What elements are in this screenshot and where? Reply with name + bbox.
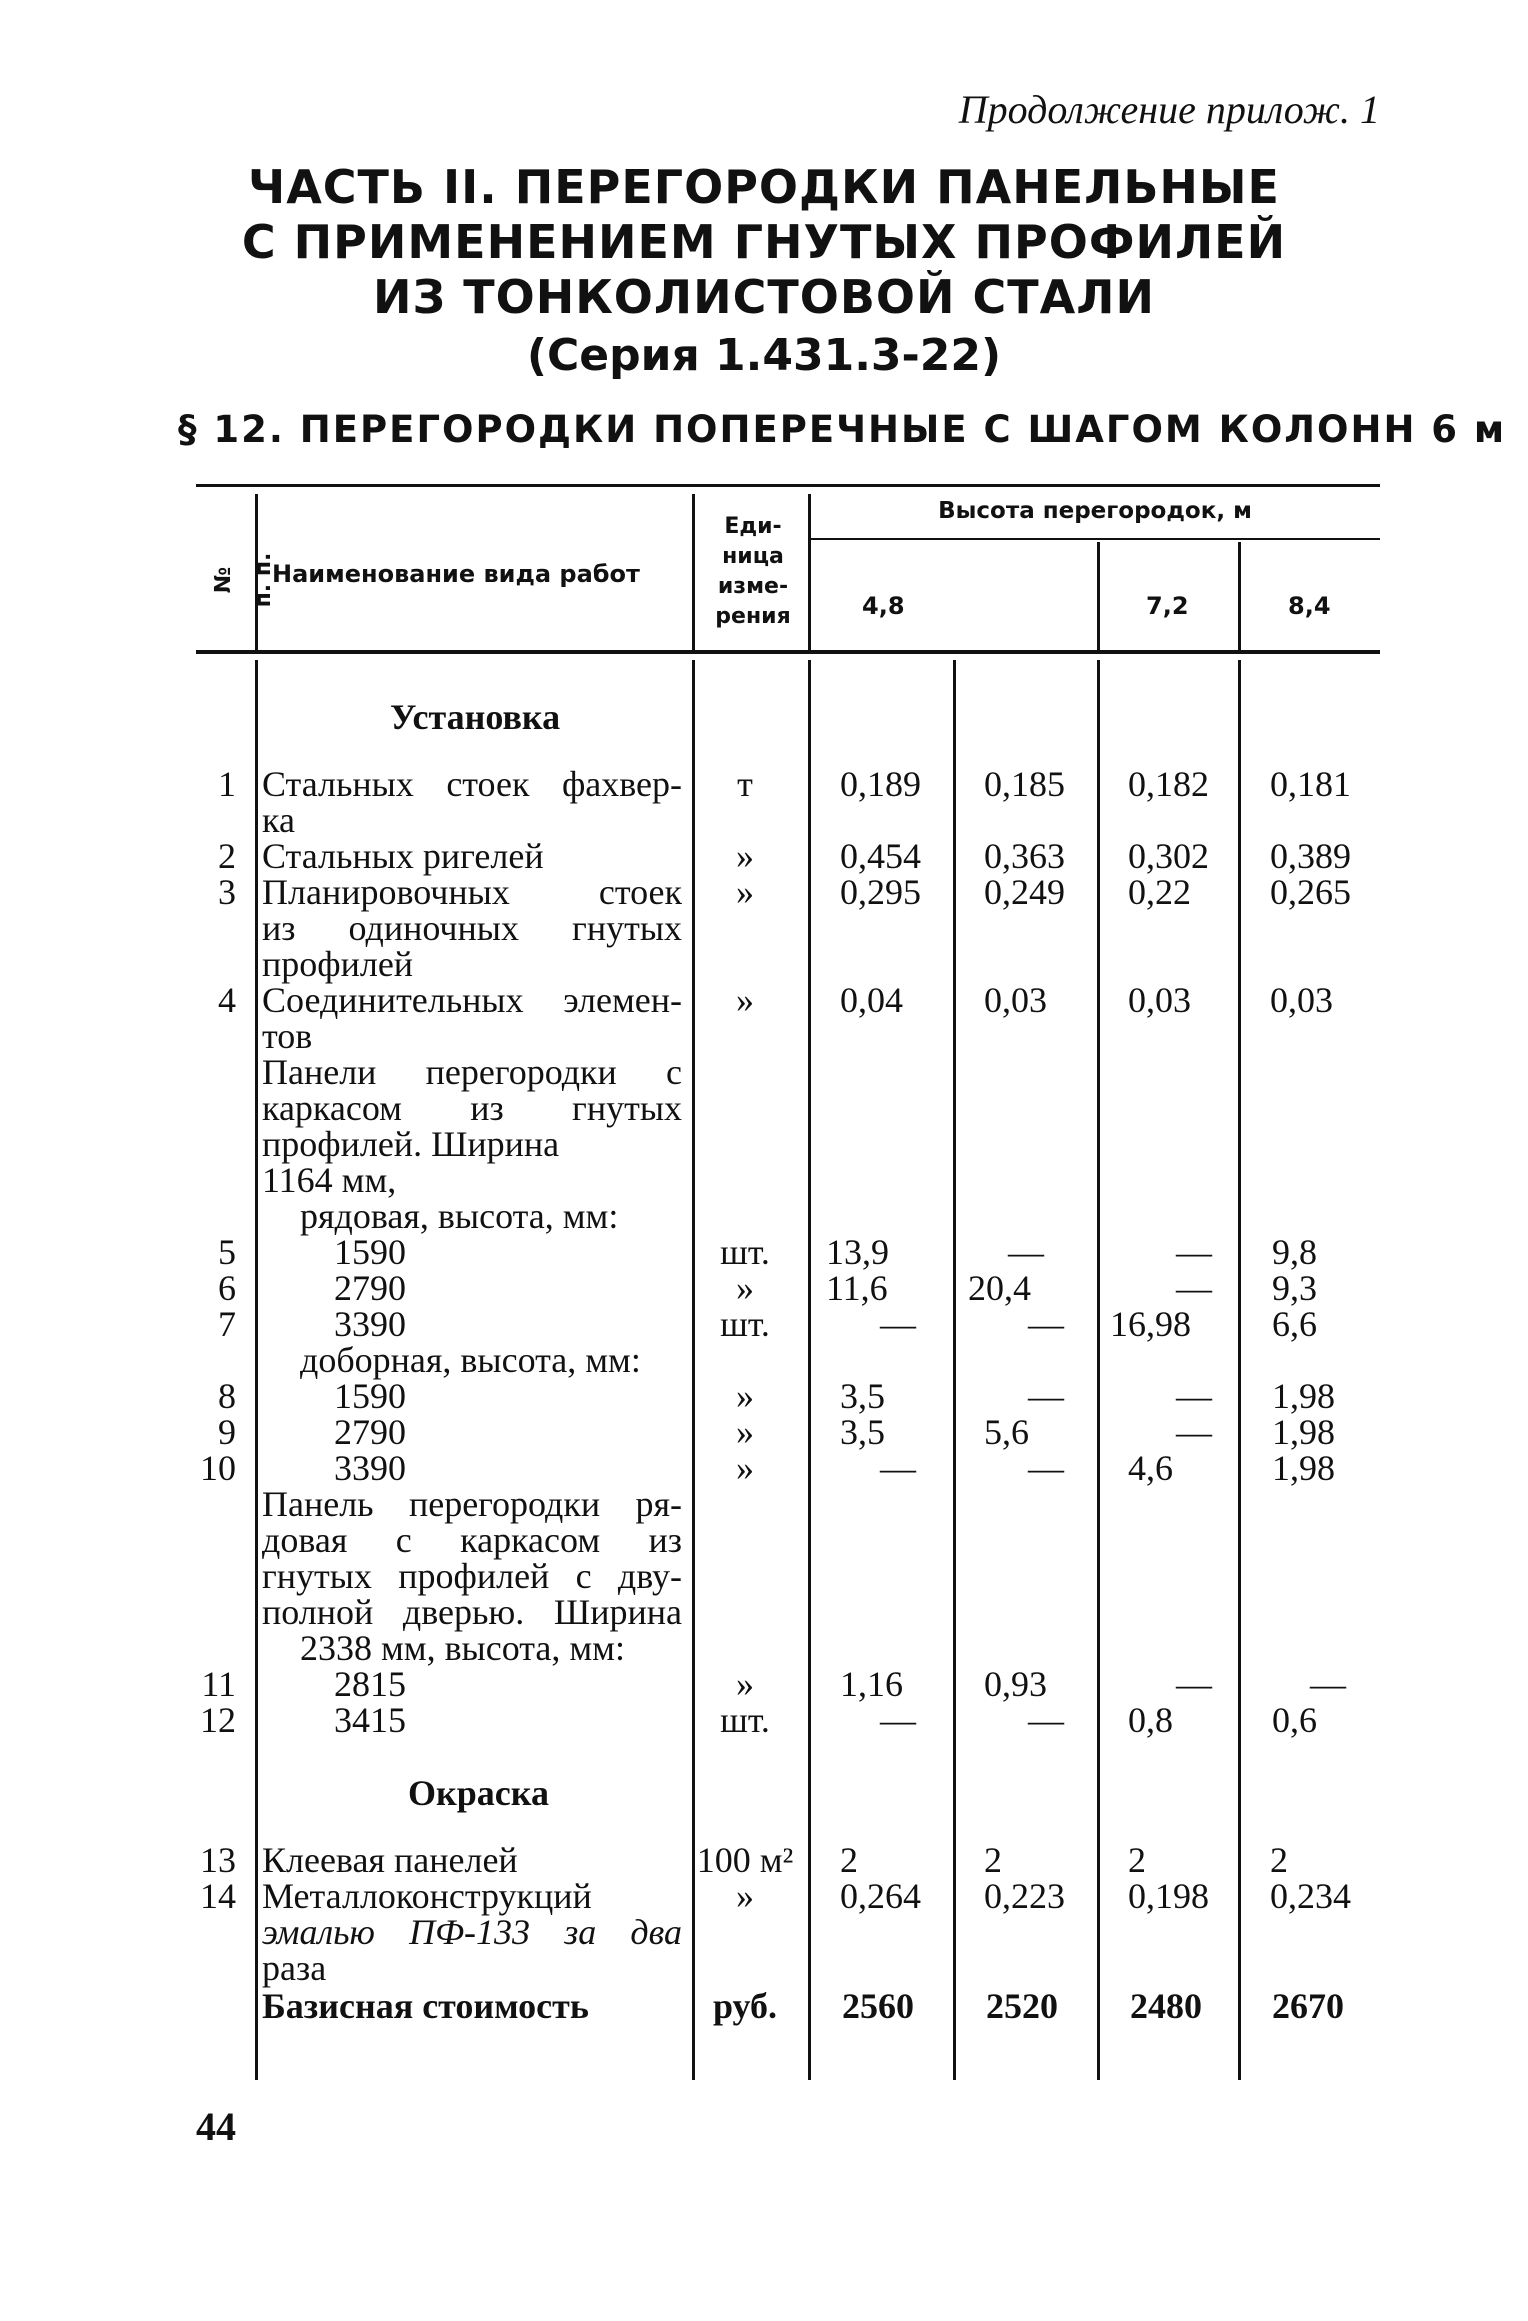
row-unit: » [736, 1376, 754, 1416]
row-name: Клеевая панелей [262, 1840, 518, 1880]
column-divider [953, 660, 956, 2080]
cost-4-8b: 2520 [986, 1986, 1058, 2026]
cell-4-8b: 20,4 [968, 1268, 1031, 1308]
column-divider [808, 660, 811, 2080]
header-unit-line: Еди- [724, 514, 782, 539]
cell-4-8a: 3,5 [840, 1376, 885, 1416]
row-unit: » [736, 1448, 754, 1488]
table-top-rule [196, 484, 1380, 487]
row-name: 2790 [334, 1268, 406, 1308]
row-unit: 100 м² [696, 1840, 794, 1880]
row-number: 9 [218, 1412, 236, 1452]
cost-unit: руб. [712, 1986, 778, 2026]
door-description: полной дверью. Ширина [262, 1592, 682, 1632]
cell-8-4: 1,98 [1272, 1448, 1335, 1488]
cell-8-4: — [1310, 1664, 1346, 1704]
row-number: 14 [200, 1876, 236, 1916]
cell-7-2: 0,302 [1128, 836, 1209, 876]
cell-4-8a: 2 [840, 1840, 858, 1880]
row-name: 3390 [334, 1304, 406, 1344]
cell-4-8b: — [1028, 1304, 1064, 1344]
cell-7-2: 0,03 [1128, 980, 1191, 1020]
cell-4-8a: 3,5 [840, 1412, 885, 1452]
cell-4-8a: — [880, 1304, 916, 1344]
header-height: Высота перегородок, м [938, 498, 1252, 524]
page-number: 44 [196, 2104, 236, 2149]
header-bottom-rule [196, 650, 1380, 654]
row-unit: » [736, 836, 754, 876]
cell-4-8b: 0,03 [984, 980, 1047, 1020]
cell-4-8b: 0,363 [984, 836, 1065, 876]
part-title-line-1: ЧАСТЬ II. ПЕРЕГОРОДКИ ПАНЕЛЬНЫЕ [248, 160, 1280, 214]
row-name: Стальных ригелей [262, 836, 544, 876]
cell-8-4: 0,234 [1270, 1876, 1351, 1916]
row-number: 7 [218, 1304, 236, 1344]
row-unit: » [736, 872, 754, 912]
door-description: 2338 мм, высота, мм: [300, 1628, 625, 1668]
row-number: 1 [218, 764, 236, 804]
column-divider [1238, 660, 1241, 2080]
cell-7-2: 0,198 [1128, 1876, 1209, 1916]
cell-4-8a: 0,454 [840, 836, 921, 876]
cell-4-8b: — [1028, 1700, 1064, 1740]
section-title: § 12. ПЕРЕГОРОДКИ ПОПЕРЕЧНЫЕ С ШАГОМ КОЛОНН 6 м [178, 408, 1507, 451]
header-divider [1238, 542, 1241, 650]
row-name: Соединительных элемен- [262, 980, 682, 1020]
row-unit: » [736, 1268, 754, 1308]
row-unit: шт. [720, 1304, 770, 1344]
cell-4-8b: 2 [984, 1840, 1002, 1880]
continuation-note: Продолжение прилож. 1 [958, 87, 1380, 132]
part-title-line-2: С ПРИМЕНЕНИЕМ ГНУТЫХ ПРОФИЛЕЙ [241, 215, 1287, 269]
header-divider [692, 494, 695, 650]
header-height-4-8: 4,8 [862, 592, 905, 620]
row-name: 1590 [334, 1376, 406, 1416]
cell-7-2: 0,22 [1128, 872, 1191, 912]
header-divider [1097, 542, 1100, 650]
cell-4-8b: 5,6 [984, 1412, 1029, 1452]
cell-7-2: — [1176, 1664, 1212, 1704]
header-height-8-4: 8,4 [1288, 592, 1331, 620]
row-number: 3 [218, 872, 236, 912]
cell-4-8a: 11,6 [826, 1268, 888, 1308]
cell-7-2: — [1176, 1376, 1212, 1416]
panel-description: профилей. Ширина [262, 1124, 560, 1164]
panel-description: 1164 мм, [262, 1160, 397, 1200]
cell-4-8b: 0,185 [984, 764, 1065, 804]
cell-7-2: 16,98 [1110, 1304, 1191, 1344]
row-unit: » [736, 1876, 754, 1916]
row-unit: т [737, 764, 753, 804]
group-paint: Окраска [408, 1773, 549, 1813]
header-unit [700, 512, 806, 632]
group-install: Установка [390, 697, 561, 737]
cell-4-8a: 1,16 [840, 1664, 903, 1704]
row-name: Металлоконструкций [262, 1876, 592, 1916]
cell-8-4: 9,3 [1272, 1268, 1317, 1308]
header-sub-rule [810, 538, 1380, 540]
cell-4-8b: — [1028, 1448, 1064, 1488]
row-name: 2790 [334, 1412, 406, 1452]
cell-8-4: 0,181 [1270, 764, 1351, 804]
cell-7-2: 0,8 [1128, 1700, 1173, 1740]
row-number: 8 [218, 1376, 236, 1416]
cell-8-4: 6,6 [1272, 1304, 1317, 1344]
cell-4-8b: — [1008, 1232, 1044, 1272]
row-name: раза [262, 1948, 327, 1988]
panel-description: рядовая, высота, мм: [300, 1196, 619, 1236]
extra-description: доборная, высота, мм: [300, 1340, 641, 1380]
column-divider [255, 660, 258, 2080]
cell-8-4: 1,98 [1272, 1376, 1335, 1416]
row-number: 5 [218, 1232, 236, 1272]
row-unit: » [736, 1664, 754, 1704]
row-unit: » [736, 980, 754, 1020]
panel-description: Панели перегородки с [262, 1052, 682, 1092]
header-unit-line: ница [722, 544, 784, 569]
cell-8-4: 9,8 [1272, 1232, 1317, 1272]
header-height-7-2: 7,2 [1146, 592, 1189, 620]
row-number: 13 [200, 1840, 236, 1880]
door-description: Панель перегородки ря- [262, 1484, 682, 1524]
row-name: ка [262, 800, 295, 840]
cell-4-8a: 13,9 [826, 1232, 889, 1272]
header-row-number: № п. п. [211, 552, 276, 608]
row-name: 3390 [334, 1448, 406, 1488]
cell-8-4: 0,6 [1272, 1700, 1317, 1740]
cost-8-4: 2670 [1272, 1986, 1344, 2026]
cell-7-2: — [1176, 1412, 1212, 1452]
cell-4-8a: — [880, 1700, 916, 1740]
column-divider [1097, 660, 1100, 2080]
row-unit: шт. [720, 1700, 770, 1740]
cost-4-8a: 2560 [842, 1986, 914, 2026]
cell-7-2: 0,182 [1128, 764, 1209, 804]
row-name: Стальных стоек фахвер- [262, 764, 682, 804]
row-name: профилей [262, 944, 414, 984]
cell-4-8b: — [1028, 1376, 1064, 1416]
cell-8-4: 0,03 [1270, 980, 1333, 1020]
door-description: гнутых профилей с дву- [262, 1556, 682, 1596]
cell-7-2: — [1176, 1268, 1212, 1308]
cell-4-8a: — [880, 1448, 916, 1488]
cost-name: Базисная стоимость [262, 1986, 589, 2026]
cell-7-2: 2 [1128, 1840, 1146, 1880]
row-number: 6 [218, 1268, 236, 1308]
cell-8-4: 0,389 [1270, 836, 1351, 876]
header-unit-line: рения [715, 604, 791, 629]
panel-description: каркасом из гнутых [262, 1088, 682, 1128]
cell-4-8a: 0,189 [840, 764, 921, 804]
cell-4-8b: 0,223 [984, 1876, 1065, 1916]
row-number: 12 [200, 1700, 236, 1740]
cost-7-2: 2480 [1130, 1986, 1202, 2026]
part-title-line-3: ИЗ ТОНКОЛИСТОВОЙ СТАЛИ [373, 270, 1155, 324]
row-name: 3415 [334, 1700, 406, 1740]
row-name: тов [262, 1016, 313, 1056]
row-unit: » [736, 1412, 754, 1452]
header-unit-line: изме- [717, 574, 789, 599]
row-number: 4 [218, 980, 236, 1020]
cell-8-4: 0,265 [1270, 872, 1351, 912]
cell-8-4: 2 [1270, 1840, 1288, 1880]
cell-4-8b: 0,249 [984, 872, 1065, 912]
row-name: эмалью ПФ-133 за два [262, 1912, 682, 1952]
row-number: 2 [218, 836, 236, 876]
row-name: Планировочных стоек [262, 872, 682, 912]
row-name: из одиночных гнутых [262, 908, 682, 948]
row-number: 11 [201, 1664, 236, 1704]
row-name: 1590 [334, 1232, 406, 1272]
cell-4-8b: 0,93 [984, 1664, 1047, 1704]
cell-7-2: 4,6 [1128, 1448, 1173, 1488]
header-work-name: Наименование вида работ [272, 560, 640, 588]
row-number: 10 [200, 1448, 236, 1488]
cell-7-2: — [1176, 1232, 1212, 1272]
row-name: 2815 [334, 1664, 406, 1704]
cell-4-8a: 0,295 [840, 872, 921, 912]
door-description: довая с каркасом из [262, 1520, 682, 1560]
series-label: (Серия 1.431.3-22) [526, 330, 1002, 381]
cell-4-8a: 0,04 [840, 980, 903, 1020]
cell-8-4: 1,98 [1272, 1412, 1335, 1452]
cell-4-8a: 0,264 [840, 1876, 921, 1916]
row-unit: шт. [720, 1232, 770, 1272]
